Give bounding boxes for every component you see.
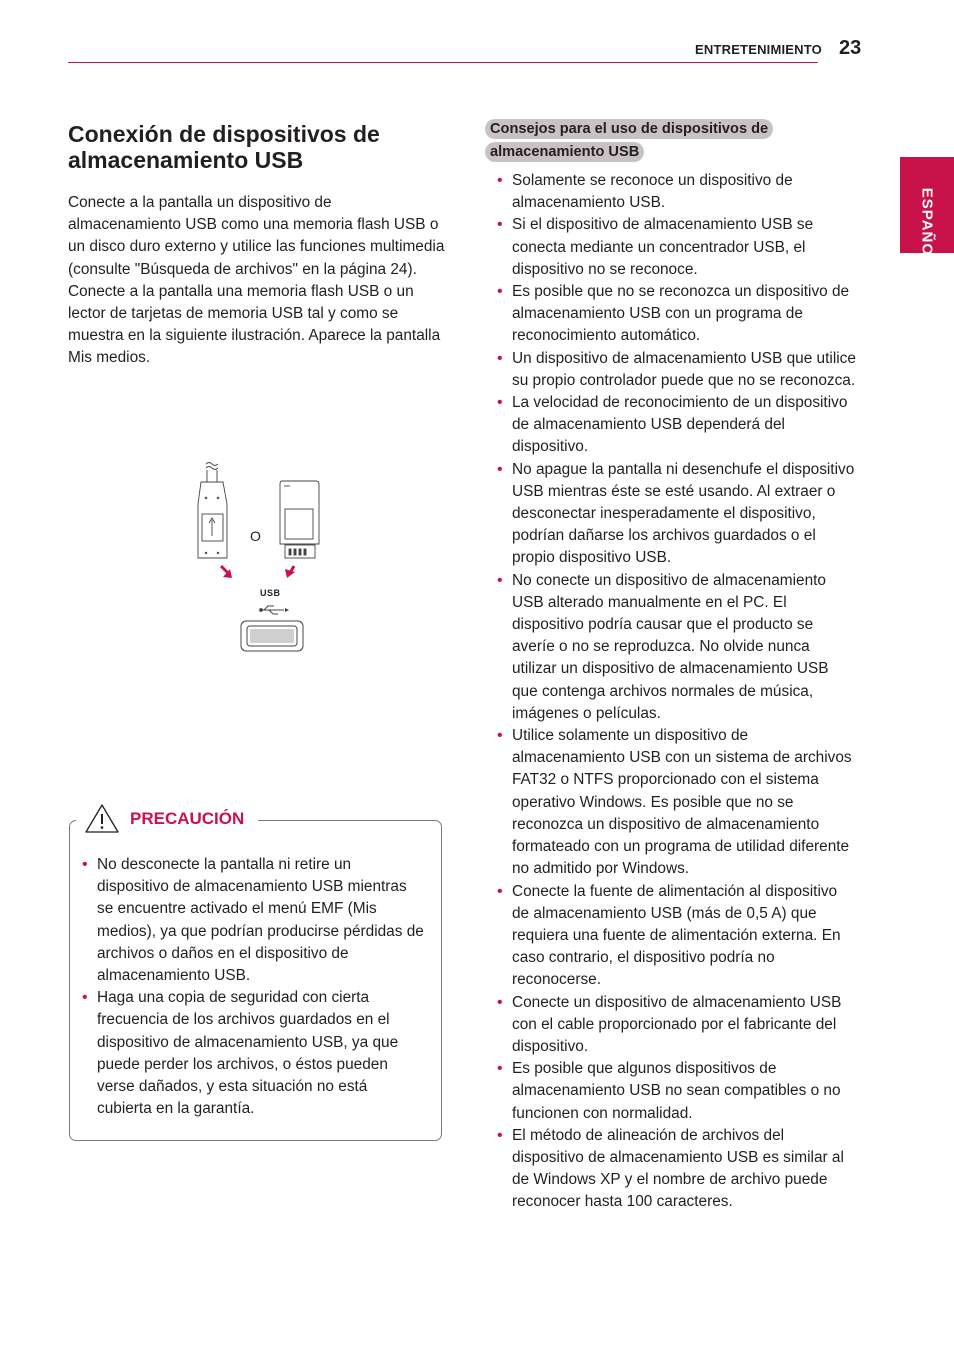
- list-item: • La velocidad de reconocimiento de un dispositivo de almacenamiento USB dependerá del dispositivo.: [495, 392, 857, 459]
- connection-arrows: [221, 566, 295, 578]
- list-item: • Es posible que algunos dispositivos de almacenamiento USB no sean compatibles o no funcionen con normalidad.: [495, 1058, 857, 1125]
- caution-list: [80, 854, 425, 1120]
- tips-list: [495, 170, 857, 1214]
- page-number: 23: [839, 37, 862, 59]
- or-label: O: [250, 528, 261, 544]
- list-item: • El método de alineación de archivos del dispositivo de almacenamiento USB es similar al de Windows XP y el nombre de archivo puede reconocer hasta 100 caracteres.: [495, 1125, 857, 1214]
- list-item: • Es posible que no se reconozca un dispositivo de almacenamiento USB con un programa de reconocimiento automático.: [495, 281, 857, 348]
- language-tab: [900, 157, 954, 267]
- intro-text: [68, 192, 446, 370]
- usb-port: [241, 621, 303, 651]
- caution-box: [69, 808, 442, 1141]
- usb-connection-illustration: [190, 458, 330, 663]
- intro-paragraph: Conecte a la pantalla una memoria flash USB o un lector de tarjetas de memoria USB tal y como se muestra en la siguiente ilustración. Aparece la pantalla Mis medios.: [68, 282, 441, 367]
- header-section-label: ENTRETENIMIENTO: [695, 42, 822, 57]
- usb-illustration-svg: [190, 458, 330, 658]
- list-item: • Conecte la fuente de alimentación al dispositivo de almacenamiento USB (más de 0,5 A) que requiera una fuente de alimentación externa. En caso contrario, el dispositivo podría no reconocerse.: [495, 881, 857, 992]
- intro-paragraph: Conecte a la pantalla un dispositivo de almacenamiento USB como una memoria flash USB o un disco duro externo y utilice las funciones multimedia (consulte "Búsqueda de archivos" en la página 24).: [68, 194, 445, 278]
- usb-cable-plug: [198, 463, 227, 559]
- list-item: • Haga una copia de seguridad con cierta frecuencia de los archivos guardados en el dispositivo de almacenamiento USB, ya que puede perder los archivos, o éstos pueden verse dañados, y esta situación no está cubierta en la garantía.: [80, 987, 425, 1120]
- list-item: • No conecte un dispositivo de almacenamiento USB alterado manualmente en el PC. El dispositivo podría causar que el producto se averíe o no se reproduzca. No olvide nunca utilizar un dispositivo de almacenamiento USB que contenga archivos normales de música, imágenes o películas.: [495, 570, 857, 725]
- list-item: • No desconecte la pantalla ni retire un dispositivo de almacenamiento USB mientras se encuentre activado el menú EMF (Mis medios), ya que podrían producirse pérdidas de archivos o daños en el dispositivo de almacenamiento USB.: [80, 854, 425, 987]
- usb-port-symbol: [260, 606, 289, 614]
- tips-title: Consejos para el uso de dispositivos de almacenamiento USB: [485, 119, 773, 162]
- language-tab-label: ESPAÑOL: [918, 187, 936, 267]
- page-title: Conexión de dispositivos de almacenamiento USB: [68, 121, 380, 173]
- caution-header: [76, 803, 258, 834]
- usb-flash-drive: [280, 481, 319, 558]
- list-item: • Solamente se reconoce un dispositivo de almacenamiento USB.: [495, 170, 857, 214]
- tips-heading: [485, 118, 815, 164]
- list-item: • Conecte un dispositivo de almacenamiento USB con el cable proporcionado por el fabricante del dispositivo.: [495, 992, 857, 1059]
- list-item: • Utilice solamente un dispositivo de almacenamiento USB con un sistema de archivos FAT32 o NTFS proporcionado con el sistema operativo Windows. Es posible que no se reconozca un dispositivo de almacenamiento formateado con un programa de utilidad diferente no admitido por Windows.: [495, 725, 857, 880]
- usb-port-label: USB: [260, 588, 281, 598]
- list-item: • No apague la pantalla ni desenchufe el dispositivo USB mientras éste se esté usando. Al extraer o desconectar inesperadamente el dispositivo, podrían dañarse los archivos guardados o el propio dispositivo USB.: [495, 459, 857, 570]
- header-rule: [68, 62, 818, 63]
- caution-title: PRECAUCIÓN: [130, 808, 245, 828]
- warning-icon: [84, 803, 120, 834]
- list-item: • Un dispositivo de almacenamiento USB que utilice su propio controlador puede que no se reconozca.: [495, 348, 857, 392]
- list-item: • Si el dispositivo de almacenamiento USB se conecta mediante un concentrador USB, el dispositivo no se reconoce.: [495, 214, 857, 281]
